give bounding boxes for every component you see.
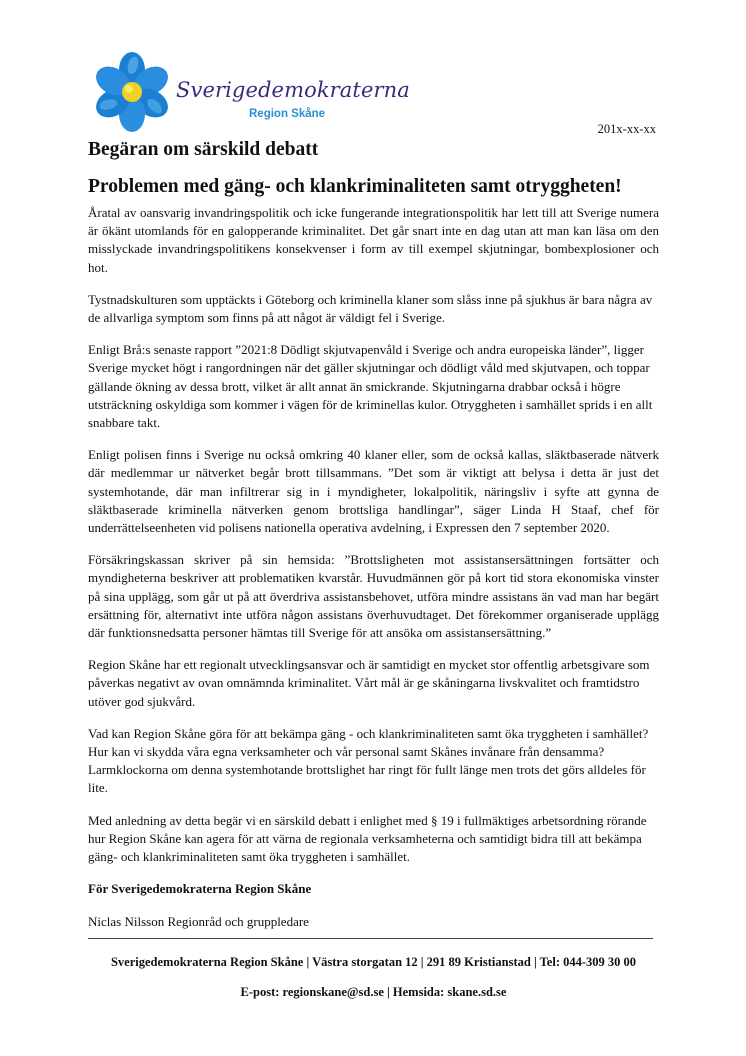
body-paragraph: Region Skåne har ett regionalt utvecklingsansvar och är samtidigt en mycket stor offentlig arbetsgivare som påverkas negativt av ovan omnämnda kriminalitet. Vårt mål är ge skåningarna livskvalitet och framtidstro utöver god sjukvård. xyxy=(88,657,650,709)
document-title: Begäran om särskild debatt xyxy=(88,139,319,160)
body-paragraph: Enligt Brå:s senaste rapport ”2021:8 Dödligt skjutvapenvåld i Sverige och andra europeiska länder”, ligger Sverige mycket högt i rangordningen när det gäller skjutningar och dödligt våld med skjutvapen, och toppar gällande ökning av dessa brott, vilket är allt annat än smickrande. Skjutningarna drabbar också i högre utsträckning oskyldiga som kommer i vägen för de kriminellas kulor. Otryggheten i samhället sprids i en allt snabbare takt. xyxy=(88,342,653,431)
signature-name: Niclas Nilsson Regionråd och gruppledare xyxy=(88,913,309,929)
footer-address: Sverigedemokraterna Region Skåne | Västra storgatan 12 | 291 89 Kristianstad | Tel: 044-309 30 00 xyxy=(110,955,637,969)
footer-contact: E-post: regionskane@sd.se | Hemsida: skane.sd.se xyxy=(240,985,507,999)
footer-divider xyxy=(88,938,653,939)
blue-anemone-flower-icon xyxy=(88,52,184,132)
logo-party-name: Sverigedemokraterna xyxy=(176,78,410,102)
body-paragraph: Försäkringskassan skriver på sin hemsida: ”Brottsligheten mot assistansersättningen fortsätter och myndigheterna beskriver att problematiken kvarstår. Huvudmännen gör på kort tid stora ekonomiska vinster på sina upplägg, som går ut på att överdriva assistansbehovet, utföra mindre assistans än vad man har begärt ersättning för, alternativt inte utföra någon assistans överhuvudtaget. Det förekommer organiserade upplägg där funktionsnedsatta personer hämtas till Sverige för att ansöka om assistansersättning.” xyxy=(88,552,659,641)
body-paragraph: Vad kan Region Skåne göra för att bekämpa gäng - och klankriminaliteten samt öka tryggheten i samhället? Hur kan vi skydda våra egna verksamheter och vår personal samt Skånes invånare från densamma? Larmklockorna om denna systemhotande brottslighet har ringt för fullt länge men trots det görs alldeles för lite. xyxy=(88,725,649,796)
document-body xyxy=(88,204,659,945)
body-paragraph: Med anledning av detta begär vi en särskild debatt i enlighet med § 19 i fullmäktiges arbetsordning rörande hur Region Skåne kan agera för att värna de regionala verksamheterna och samtidigt bidra till att bekämpa gäng- och klankriminaliteten samt öka tryggheten i samhället. xyxy=(88,812,647,865)
document-date: 201x-xx-xx xyxy=(597,122,656,136)
body-paragraph: Tystnadskulturen som upptäckts i Göteborg och kriminella klaner som slåss inne på sjukhus är bara några av de allvarliga symptom som finns på att något är väldigt fel i Sverige. xyxy=(88,291,653,326)
body-paragraph: Enligt polisen finns i Sverige nu också omkring 40 klaner eller, som de också kallas, släktbaserade nätverk där medlemmar ur nätverket begår brott tillsammans. ”Det som är viktigt att belysa i detta är just det systemhotande, där man infiltrerar sig in i myndigheter, lokalpolitik, näringsliv i syfte att gynna de släktbaserade kriminella nätverken genom brottsliga handlingar”, säger Linda H Staaf, chef för underrättelseenheten vid polisens nationella operativa avdelning, i Expressen den 7 september 2020. xyxy=(88,447,659,536)
document-subtitle: Problemen med gäng- och klankriminaliteten samt otryggheten! xyxy=(88,176,622,197)
logo-region-name: Region Skåne xyxy=(249,108,326,120)
flower-center xyxy=(122,82,142,102)
body-paragraph: Åratal av oansvarig invandringspolitik och icke fungerande integrationspolitik har lett till att Sverige numera är ökänt utomlands för en galopperande kriminalitet. Det går snart inte en dag utan att man kan läsa om den misslyckade invandringspolitikens konsekvenser i form av till exempel skjutningar, bombexplosioner och hot. xyxy=(88,205,659,275)
signature-party: För Sverigedemokraterna Region Skåne xyxy=(88,881,312,897)
